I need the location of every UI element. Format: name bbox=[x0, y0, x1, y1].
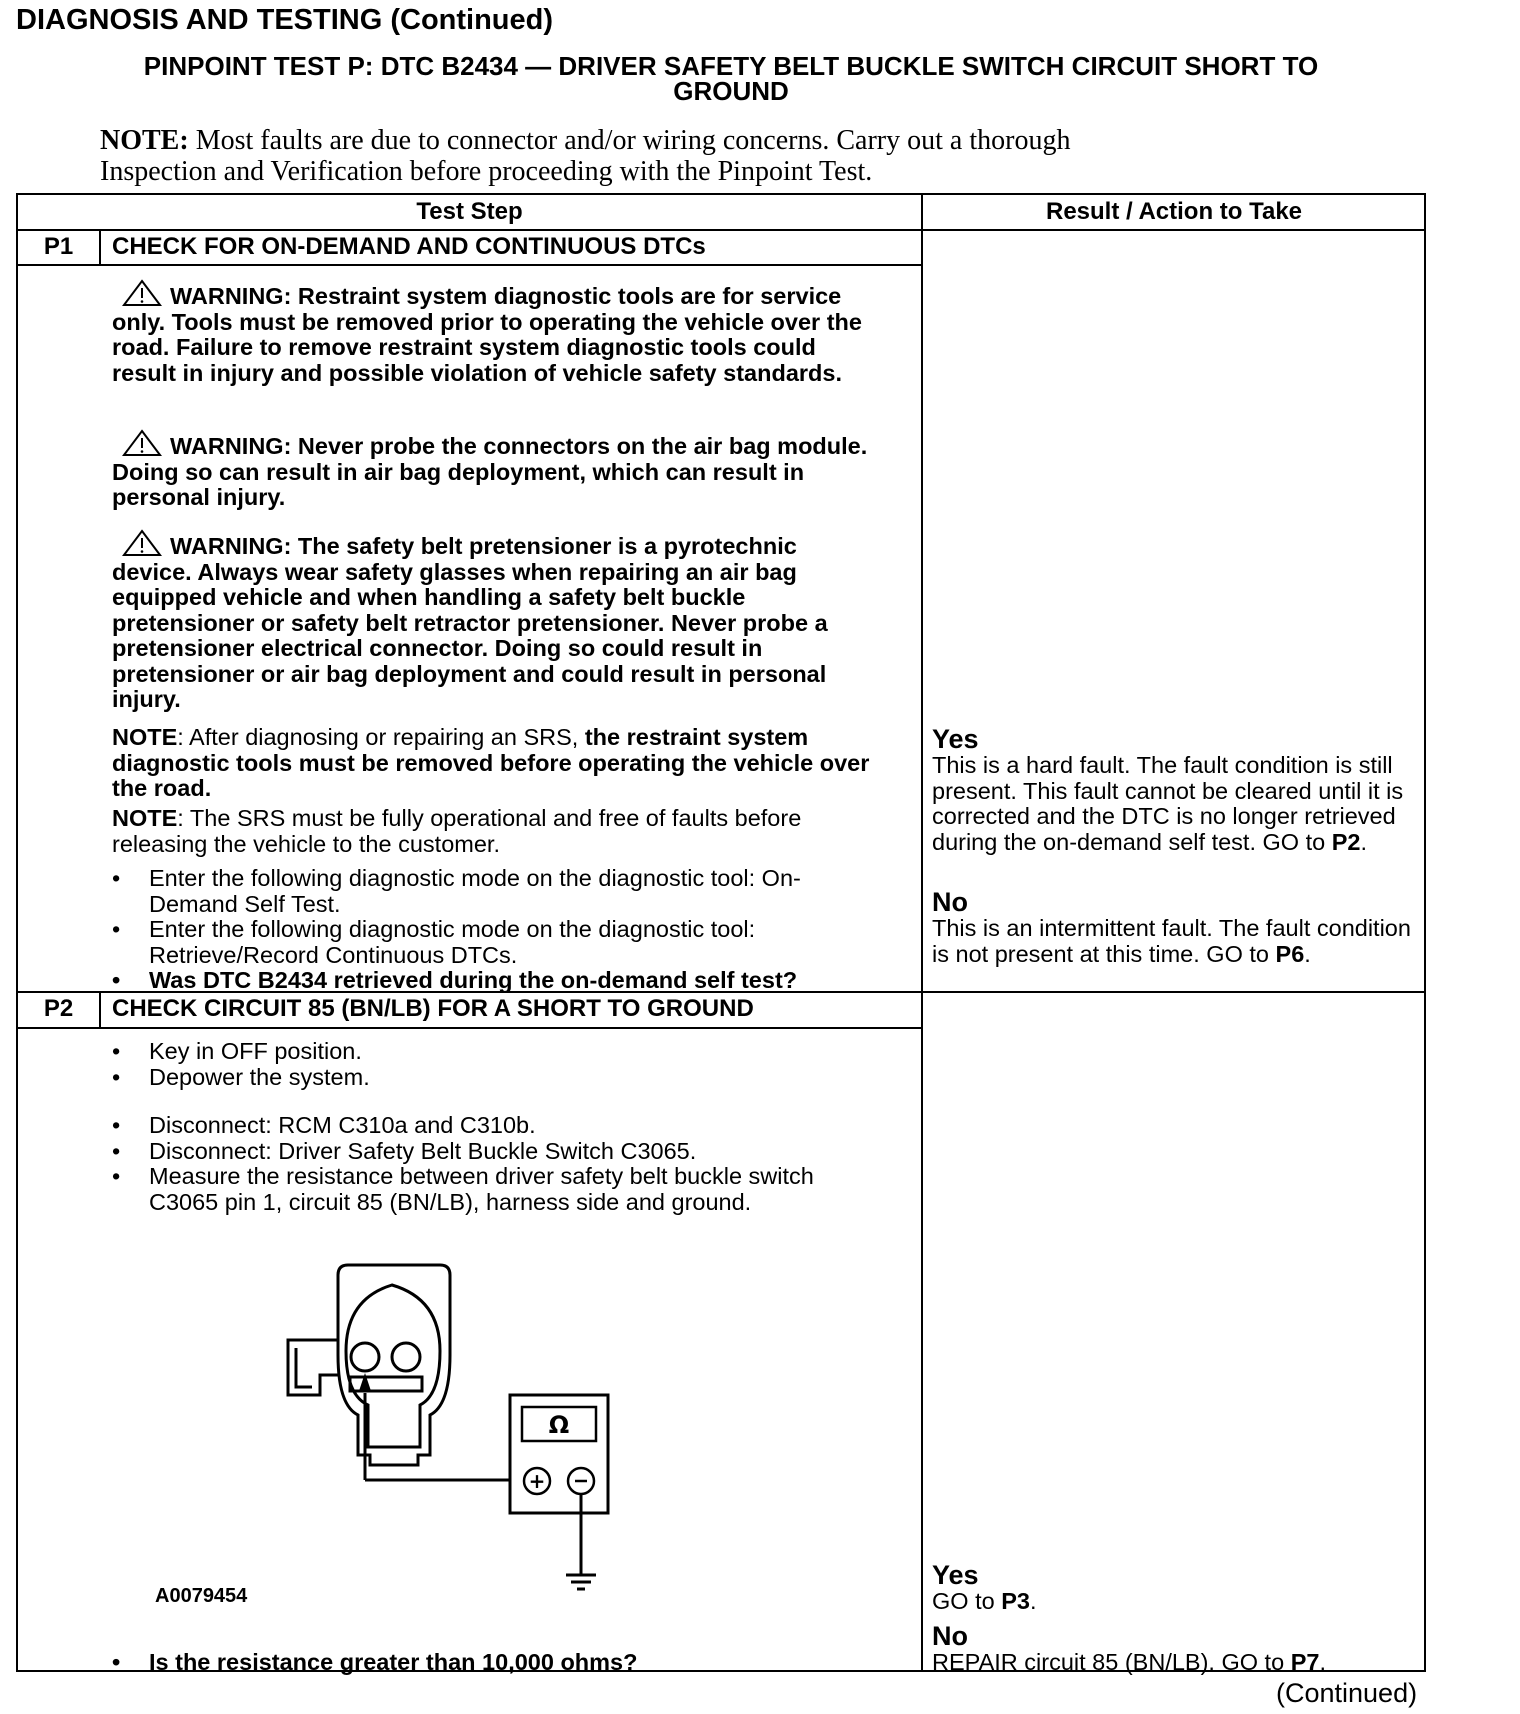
note-1-bold: the restraint system diagnostic tools must be removed before operating the vehicle over the road. bbox=[112, 724, 870, 801]
step-heading-p2: CHECK CIRCUIT 85 (BN/LB) FOR A SHORT TO GROUND bbox=[112, 995, 754, 1022]
figure-id: A0079454 bbox=[155, 1585, 248, 1607]
p2-yes-end: . bbox=[1029, 1588, 1037, 1614]
p2-no-end: . bbox=[1319, 1649, 1326, 1675]
step-id-p2: P2 bbox=[43, 995, 74, 1022]
p1-no-text: This is an intermittent fault. The fault condition is not present at this time. GO to bbox=[932, 915, 1411, 967]
connector-measurement-figure bbox=[280, 1255, 620, 1595]
p1-steps-list bbox=[112, 866, 887, 994]
p2-result-no bbox=[932, 1622, 1424, 1676]
p2-no-label: No bbox=[932, 1621, 968, 1651]
warning-1-text: WARNING: Restraint system diagnostic tools are for service only. Tools must be removed prior to operating the vehicle over the road. Failure to remove restraint system diagnostic tools could result in injury and possible violation of vehicle safety standards. bbox=[112, 283, 862, 386]
p1-no-label: No bbox=[932, 887, 968, 917]
svg-text:+: + bbox=[528, 1469, 546, 1493]
intro-note-text-1: Most faults are due to connector and/or wiring concerns. Carry out a thorough bbox=[188, 125, 1071, 156]
p2-no-text: REPAIR circuit 85 (BN/LB). GO to bbox=[932, 1649, 1291, 1675]
list-item: • Disconnect: RCM C310a and C310b. bbox=[112, 1113, 887, 1139]
p2-heading-divider bbox=[16, 1027, 922, 1029]
p2-steps-list-b bbox=[112, 1113, 887, 1215]
p1-yes-text: This is a hard fault. The fault condition is still present. This fault cannot be cleared until it is corrected and the DTC is no longer retrieved during the on-demand self test. GO to bbox=[932, 752, 1404, 855]
warning-1 bbox=[112, 279, 882, 386]
intro-note bbox=[100, 125, 1240, 187]
p1-id-divider bbox=[99, 229, 101, 265]
p2-question-list bbox=[112, 1650, 887, 1676]
warning-3 bbox=[112, 529, 882, 713]
page-title: DIAGNOSIS AND TESTING (Continued) bbox=[16, 4, 554, 36]
list-item: • Is the resistance greater than 10,000 ohms? bbox=[112, 1650, 887, 1676]
p2-yes-text: GO to bbox=[932, 1588, 1002, 1614]
note-restraint-tools bbox=[112, 725, 887, 802]
p1-result-no bbox=[932, 888, 1424, 967]
ohm-symbol: Ω bbox=[548, 1411, 570, 1439]
pinpoint-test-title bbox=[16, 51, 1446, 106]
col-header-test-step: Test Step bbox=[416, 198, 523, 225]
p1-no-end: . bbox=[1304, 940, 1311, 967]
p1-yes-label: Yes bbox=[932, 724, 979, 754]
list-item: • Was DTC B2434 retrieved during the on-demand self test? bbox=[112, 968, 887, 994]
note-1-plain: : After diagnosing or repairing an SRS, bbox=[177, 724, 585, 750]
p1-yes-goto: P2 bbox=[1331, 828, 1361, 855]
warning-3-text: WARNING: The safety belt pretensioner is a pyrotechnic device. Always wear safety glasses when repairing an air bag equipped vehicle and when handling a safety belt buckle pretensioner or safety belt retractor pretensioner. Never probe a pretensioner electrical connector. Doing so could result in pretensioner or air bag deployment and could result in personal injury. bbox=[112, 533, 828, 712]
warning-triangle-icon bbox=[122, 279, 162, 307]
step-id-p1: P1 bbox=[43, 233, 74, 260]
warning-triangle-icon bbox=[122, 529, 162, 557]
column-divider bbox=[921, 193, 923, 1672]
pinpoint-title-line2: GROUND bbox=[673, 76, 789, 106]
list-item: • Key in OFF position. bbox=[112, 1039, 887, 1065]
note-2-label: NOTE bbox=[112, 805, 178, 831]
warning-triangle-icon bbox=[122, 429, 162, 457]
p2-result-yes bbox=[932, 1561, 1424, 1615]
ohmmeter-icon bbox=[510, 1395, 608, 1513]
note-srs-operational bbox=[112, 806, 887, 857]
continued-label: (Continued) bbox=[1276, 1678, 1418, 1708]
col-header-result: Result / Action to Take bbox=[1045, 198, 1303, 225]
list-item: • Measure the resistance between driver safety belt buckle switch C3065 pin 1, circuit 85 (BN/LB), harness side and ground. bbox=[112, 1164, 887, 1215]
note-1-label: NOTE bbox=[112, 724, 178, 750]
list-item: • Disconnect: Driver Safety Belt Buckle Switch C3065. bbox=[112, 1139, 887, 1165]
p2-steps-list-a bbox=[112, 1039, 887, 1090]
list-item: • Enter the following diagnostic mode on the diagnostic tool: On-Demand Self Test. bbox=[112, 866, 887, 917]
p2-id-divider bbox=[99, 991, 101, 1027]
p2-yes-label: Yes bbox=[932, 1560, 979, 1590]
step-heading-p1: CHECK FOR ON-DEMAND AND CONTINUOUS DTCs bbox=[112, 233, 706, 260]
p2-yes-goto: P3 bbox=[1001, 1588, 1030, 1614]
note-2-plain: : The SRS must be fully operational and free of faults before releasing the vehicle to the customer. bbox=[112, 805, 802, 857]
pinpoint-title-line1: PINPOINT TEST P: DTC B2434 — DRIVER SAFETY BELT BUCKLE SWITCH CIRCUIT SHORT TO bbox=[143, 51, 1319, 81]
list-item: • Enter the following diagnostic mode on the diagnostic tool: Retrieve/Record Continuous DTCs. bbox=[112, 917, 887, 968]
p1-yes-end: . bbox=[1360, 828, 1367, 855]
intro-note-label: NOTE: bbox=[100, 125, 189, 156]
p1-no-goto: P6 bbox=[1275, 940, 1305, 967]
intro-note-text-2: Inspection and Verification before proceeding with the Pinpoint Test. bbox=[100, 156, 873, 187]
p2-no-goto: P7 bbox=[1290, 1649, 1320, 1675]
warning-2 bbox=[112, 429, 882, 511]
list-item: • Depower the system. bbox=[112, 1065, 887, 1091]
p1-result-yes bbox=[932, 725, 1424, 855]
warning-2-text: WARNING: Never probe the connectors on the air bag module. Doing so can result in air bag deployment, which can result in personal injury. bbox=[112, 433, 868, 510]
